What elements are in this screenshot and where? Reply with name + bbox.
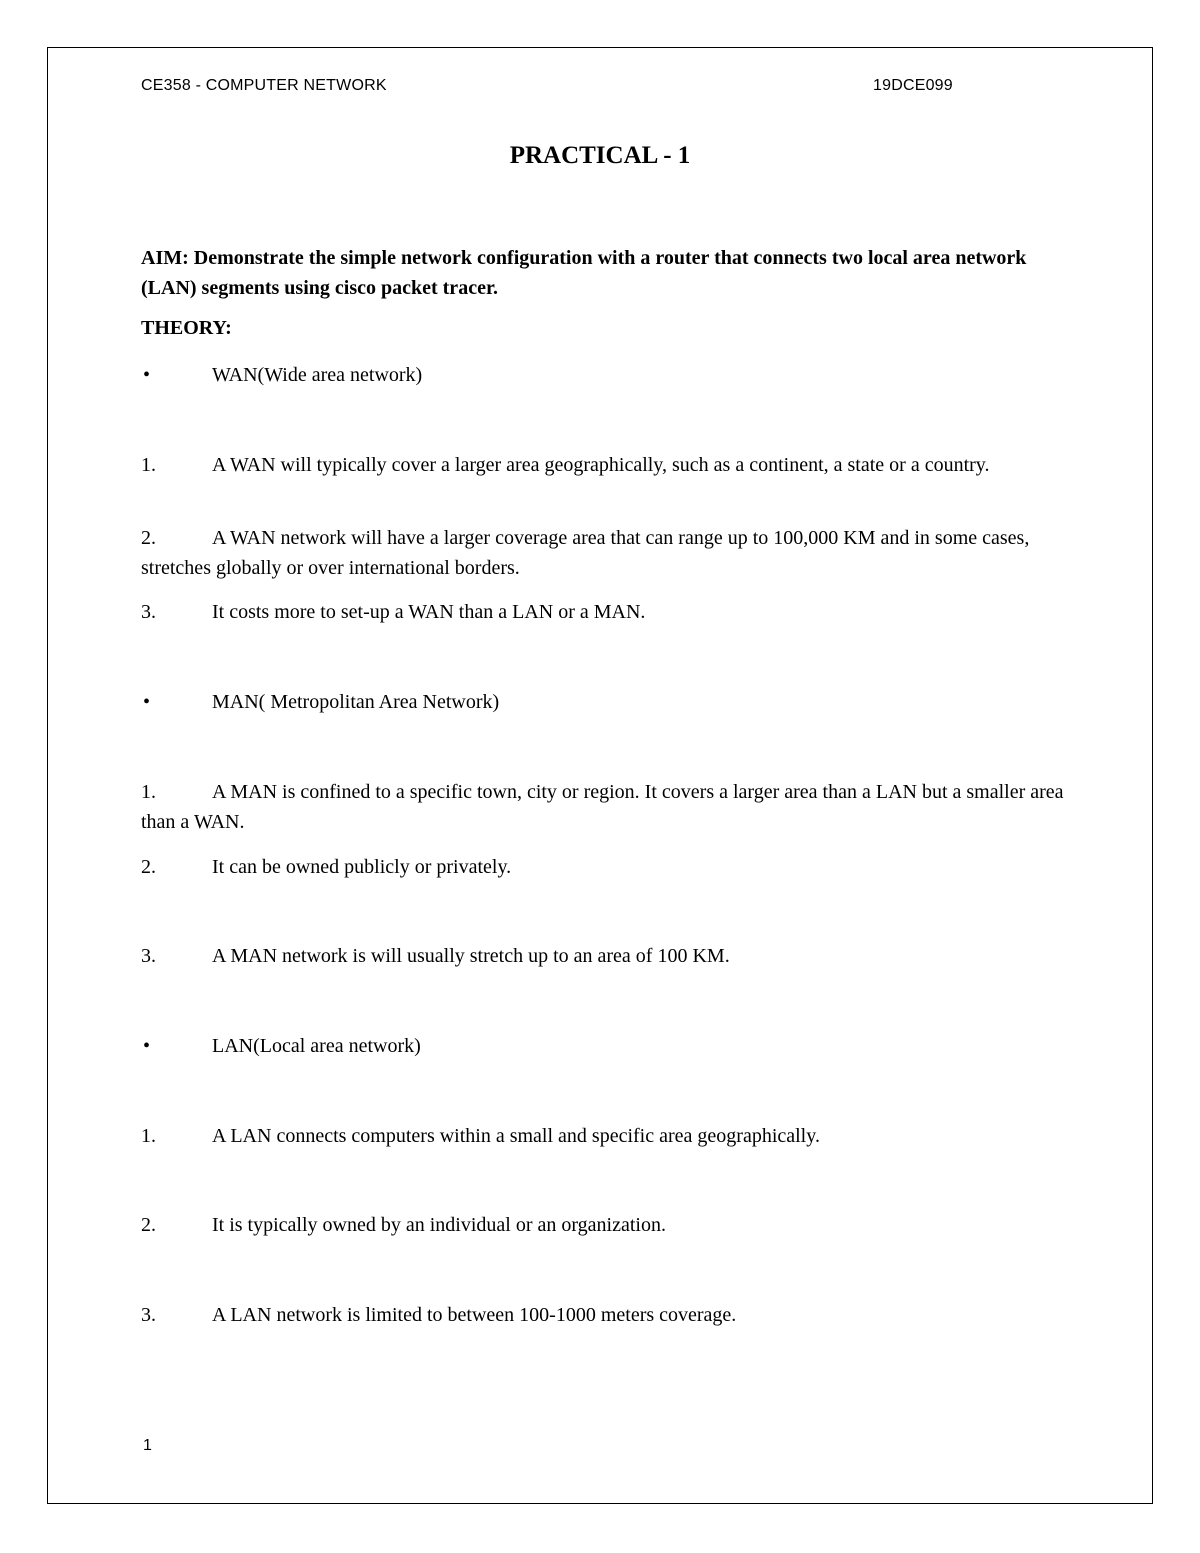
wan-item-3	[141, 597, 1066, 627]
list-number: 1.	[141, 454, 156, 476]
list-number: 3.	[141, 945, 156, 967]
bullet-icon: •	[143, 364, 151, 386]
aim-statement: AIM: Demonstrate the simple network configuration with a router that connects two local area network (LAN) segments using cisco packet tracer.	[141, 247, 1027, 299]
list-item-text: It can be owned publicly or privately.	[212, 856, 512, 878]
header-course: CE358 - COMPUTER NETWORK	[141, 77, 387, 94]
list-item-text: A WAN network will have a larger coverage area that can range up to 100,000 KM and in some cases, stretches globally or over international borders.	[141, 527, 1030, 579]
man-item-2	[141, 852, 1066, 882]
lan-item-2	[141, 1210, 1066, 1240]
man-item-3	[141, 941, 1066, 971]
list-item-text: It is typically owned by an individual or an organization.	[212, 1214, 666, 1236]
man-heading	[141, 687, 1066, 717]
wan-item-2	[141, 523, 1066, 583]
theory-heading: THEORY:	[141, 317, 232, 339]
list-item-text: A MAN is confined to a specific town, city or region. It covers a larger area than a LAN but a smaller area than a WAN.	[141, 781, 1064, 833]
bullet-icon: •	[143, 691, 151, 713]
header-roll-number: 19DCE099	[873, 77, 953, 94]
wan-heading-text: WAN(Wide area network)	[212, 364, 423, 386]
list-number: 2.	[141, 856, 156, 878]
man-item-1	[141, 777, 1066, 837]
page-title: PRACTICAL - 1	[509, 142, 691, 169]
list-item-text: A WAN will typically cover a larger area geographically, such as a continent, a state or a country.	[212, 454, 990, 476]
bullet-icon: •	[143, 1035, 151, 1057]
list-number: 2.	[141, 527, 156, 549]
list-number: 3.	[141, 601, 156, 623]
page-number: 1	[143, 1437, 153, 1454]
list-item-text: A LAN connects computers within a small and specific area geographically.	[212, 1125, 820, 1147]
lan-heading	[141, 1031, 1066, 1061]
man-heading-text: MAN( Metropolitan Area Network)	[212, 691, 500, 713]
list-item-text: A LAN network is limited to between 100-1000 meters coverage.	[212, 1304, 737, 1326]
list-item-text: A MAN network is will usually stretch up to an area of 100 KM.	[212, 945, 730, 967]
wan-item-1	[141, 450, 1066, 480]
lan-item-3	[141, 1300, 1066, 1330]
wan-heading	[141, 360, 1066, 390]
list-number: 1.	[141, 781, 156, 803]
lan-heading-text: LAN(Local area network)	[212, 1035, 421, 1057]
list-item-text: It costs more to set-up a WAN than a LAN or a MAN.	[212, 601, 646, 623]
list-number: 1.	[141, 1125, 156, 1147]
list-number: 3.	[141, 1304, 156, 1326]
lan-item-1	[141, 1121, 1066, 1151]
list-number: 2.	[141, 1214, 156, 1236]
